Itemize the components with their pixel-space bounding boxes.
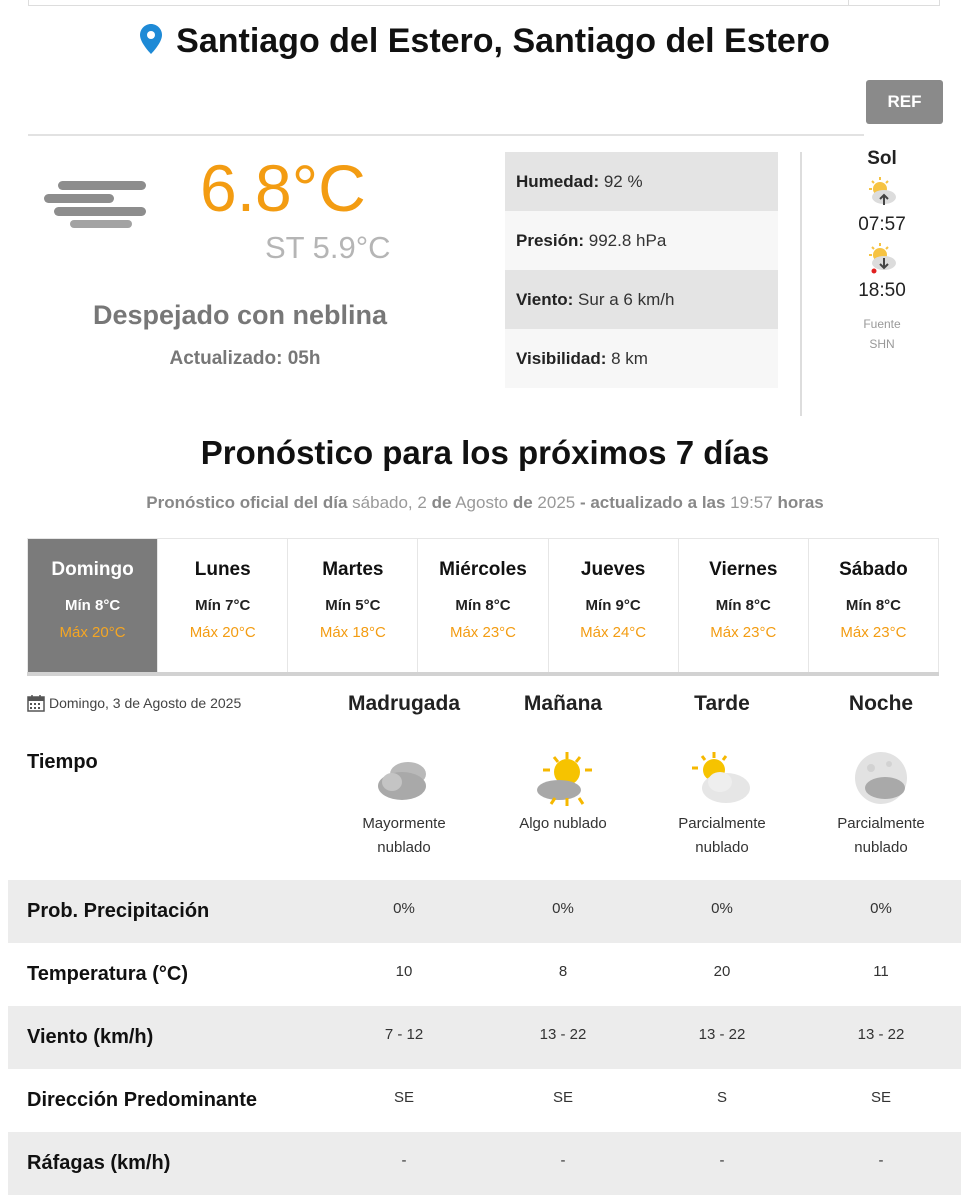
table-row: Viento (km/h) 7 - 12 13 - 22 13 - 22 13 - 22 <box>8 1006 961 1069</box>
sunrise-time: 07:57 <box>858 214 906 235</box>
partly-cloudy-icon <box>690 750 754 810</box>
table-row: Prob. Precipitación 0% 0% 0% 0% <box>8 880 961 943</box>
period-tarde: Tarde <box>694 692 750 715</box>
location-title: Santiago del Estero, Santiago del Estero <box>0 22 970 61</box>
location-pin-icon <box>140 24 162 54</box>
day-tabs <box>27 538 939 672</box>
period-madrugada: Madrugada <box>347 692 460 715</box>
current-temperature: 6.8°C <box>200 151 366 225</box>
forecast-subtitle: Pronóstico oficial del día sábado, 2 de Agosto de 2025 - actualizado a las 19:57 horas <box>146 493 824 512</box>
humidity-stat: Humedad: 92 % <box>505 152 778 211</box>
day-tab-sabado[interactable]: Sábado Mín 8°C Máx 23°C <box>808 539 938 672</box>
sunset-icon <box>865 242 899 274</box>
sun-cloud-icon <box>531 750 595 810</box>
condition-manana: Algo nublado <box>493 750 633 836</box>
feels-like-temperature: ST 5.9°C <box>265 230 391 265</box>
divider <box>28 134 864 136</box>
condition-noche: Parcialmente nublado <box>811 750 951 860</box>
table-row: Temperatura (°C) 10 8 20 11 <box>27 963 889 985</box>
pressure-stat: Presión: 992.8 hPa <box>505 211 778 270</box>
day-tab-jueves[interactable]: Jueves Mín 9°C Máx 24°C <box>548 539 678 672</box>
table-row: Ráfagas (km/h) - - - - <box>8 1132 961 1195</box>
current-condition: Despejado con neblina <box>92 300 388 330</box>
table-row: Dirección Predominante SE SE S SE <box>27 1089 891 1111</box>
condition-madrugada: Mayormente nublado <box>334 750 474 860</box>
source-note: Fuente SHN <box>863 317 901 351</box>
current-stats <box>505 152 778 388</box>
fog-icon <box>40 175 150 230</box>
visibility-stat: Visibilidad: 8 km <box>505 329 778 388</box>
sunset-time: 18:50 <box>858 280 906 301</box>
ref-button[interactable]: REF <box>866 80 943 124</box>
divider <box>800 152 802 416</box>
cloudy-icon <box>372 750 436 810</box>
forecast-heading: Pronóstico para los próximos 7 días <box>200 434 770 471</box>
calendar-icon <box>27 694 45 712</box>
forecast-detail-table <box>8 880 961 1195</box>
updated-time: Actualizado: 05h <box>169 348 321 369</box>
tiempo-label: Tiempo <box>27 751 98 773</box>
sun-panel <box>830 148 934 354</box>
sunrise-icon <box>865 176 899 208</box>
day-tab-miercoles[interactable]: Miércoles Mín 8°C Máx 23°C <box>417 539 547 672</box>
period-noche: Noche <box>848 692 914 715</box>
sun-title: Sol <box>867 148 897 169</box>
top-search-bar <box>28 0 940 6</box>
divider <box>27 672 939 676</box>
moon-cloud-icon <box>849 750 913 810</box>
day-tab-martes[interactable]: Martes Mín 5°C Máx 18°C <box>287 539 417 672</box>
wind-stat: Viento: Sur a 6 km/h <box>505 270 778 329</box>
day-tab-domingo[interactable]: Domingo Mín 8°C Máx 20°C <box>27 539 157 672</box>
period-manana: Mañana <box>523 692 603 715</box>
selected-date: Domingo, 3 de Agosto de 2025 <box>27 694 241 712</box>
condition-tarde: Parcialmente nublado <box>652 750 792 860</box>
day-tab-lunes[interactable]: Lunes Mín 7°C Máx 20°C <box>157 539 287 672</box>
day-tab-viernes[interactable]: Viernes Mín 8°C Máx 23°C <box>678 539 808 672</box>
